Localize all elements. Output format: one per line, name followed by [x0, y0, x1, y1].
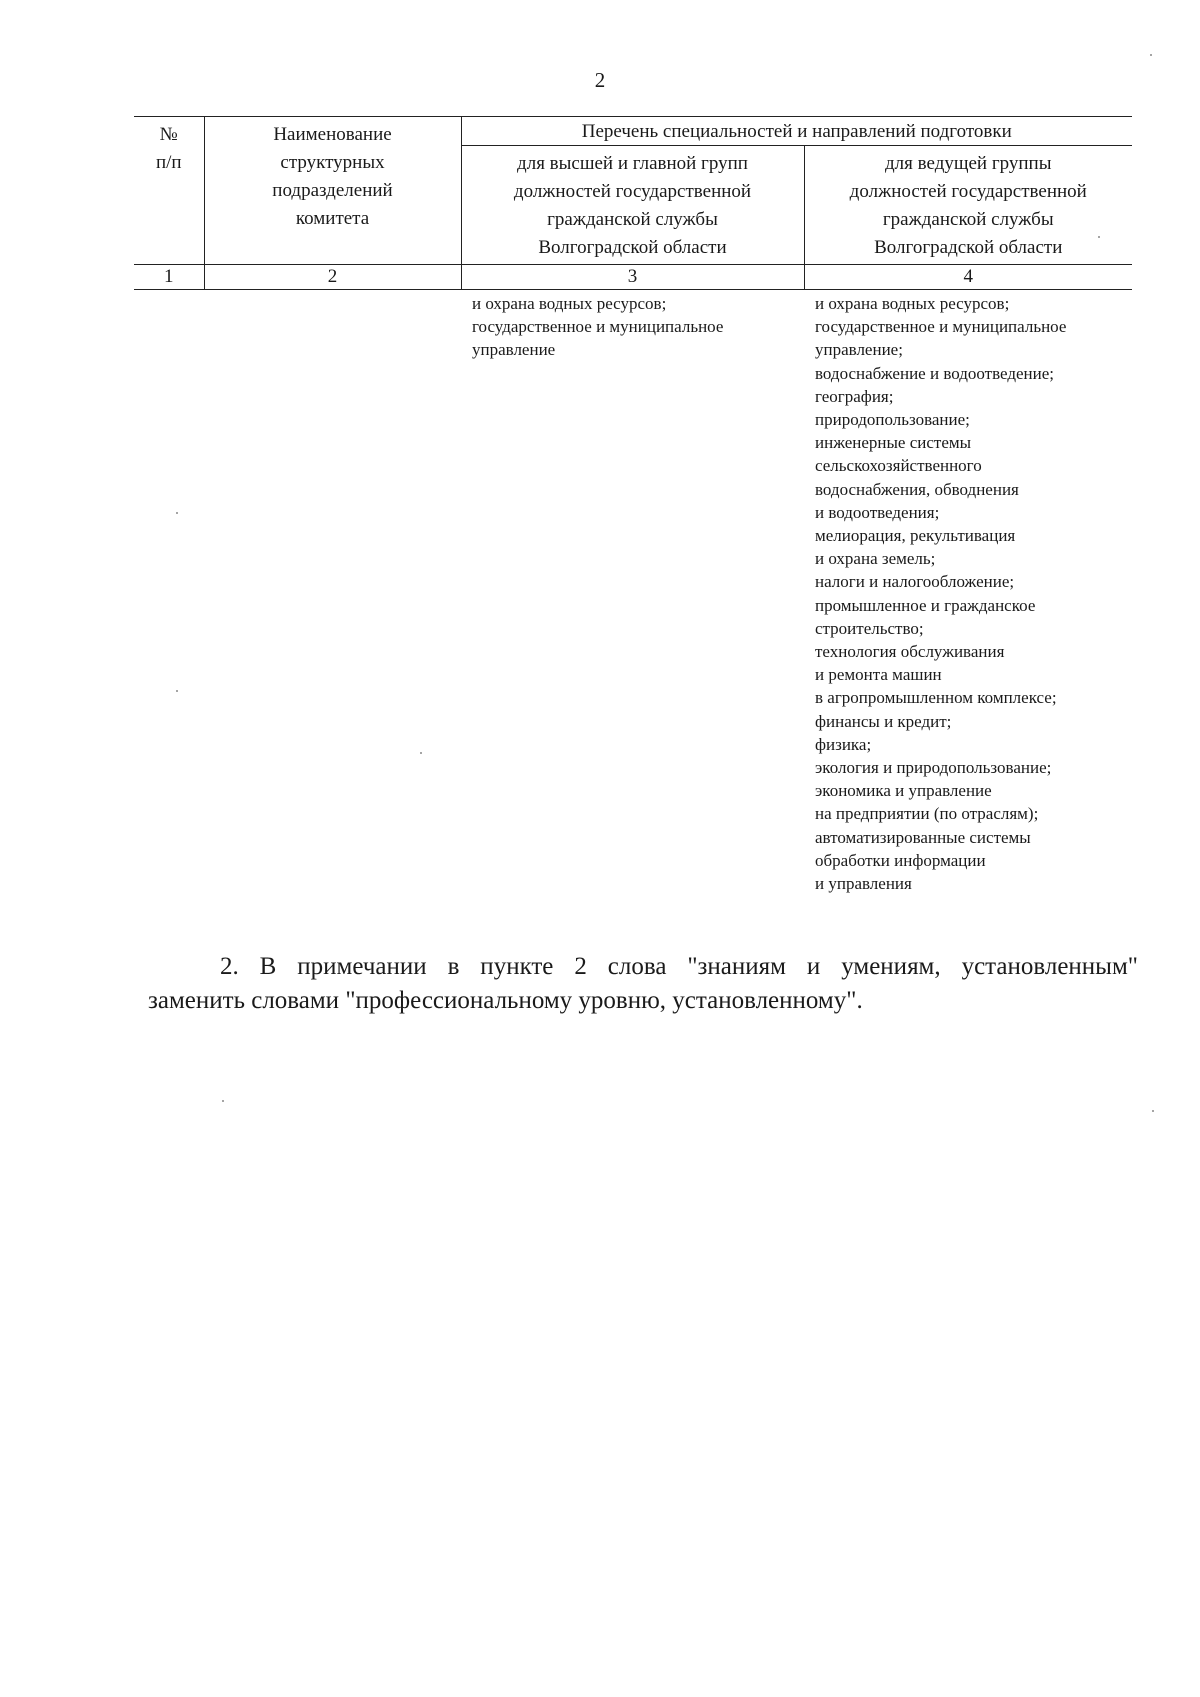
specialty-line: строительство; — [815, 618, 924, 638]
specialty-line: на предприятии (по отраслям); — [815, 804, 1039, 824]
specialty-line: и управления — [815, 874, 912, 894]
scan-speck — [420, 752, 422, 754]
header-line: для ведущей группы — [885, 153, 1052, 174]
specialties-table — [134, 116, 1132, 895]
specialty-line: и водоотведения; — [815, 502, 940, 522]
specialty-line: государственное и муниципальное — [815, 317, 1067, 337]
header-line: подразделений — [272, 180, 393, 201]
specialty-line: физика; — [815, 734, 872, 754]
header-line: № — [159, 124, 178, 145]
header-line: должностей государственной — [849, 181, 1087, 202]
scan-speck — [1150, 54, 1152, 56]
scan-speck — [222, 1100, 224, 1102]
specialty-line: сельскохозяйственного — [815, 456, 982, 476]
scan-speck — [176, 690, 178, 692]
specialty-line: мелиорация, рекультивация — [815, 526, 1016, 546]
header-senior-group — [461, 146, 804, 265]
header-unit-name — [204, 117, 461, 265]
specialty-line: и охрана водных ресурсов; — [472, 294, 667, 313]
header-line: Волгоградской области — [874, 237, 1063, 258]
specialty-line: экономика и управление — [815, 781, 992, 801]
specialty-line: география; — [815, 386, 894, 406]
header-specialties-group: Перечень специальностей и направлений подготовки — [461, 117, 1132, 146]
scan-speck — [176, 512, 178, 514]
header-line: комитета — [295, 208, 370, 229]
row-senior-specialties — [461, 290, 804, 896]
specialty-line: инженерные системы — [815, 433, 972, 453]
row-number-cell — [134, 290, 204, 896]
header-line: должностей государственной — [513, 181, 752, 202]
specialty-line: экология и природопользование; — [815, 758, 1052, 778]
header-line: для высшей и главной групп — [517, 153, 748, 174]
header-leading-group — [804, 146, 1132, 265]
specialty-line: водоснабжения, обводнения — [815, 479, 1019, 499]
header-line: Волгоградской области — [538, 237, 727, 258]
specialty-line: и охрана водных ресурсов; — [815, 294, 1010, 313]
scan-speck — [1098, 236, 1100, 238]
header-line: п/п — [155, 152, 182, 173]
specialty-line: в агропромышленном комплексе; — [815, 688, 1057, 708]
specialty-line: технология обслуживания — [815, 642, 1005, 662]
specialty-line: промышленное и гражданское — [815, 595, 1036, 615]
column-index: 2 — [204, 265, 461, 290]
row-unit-cell — [204, 290, 461, 896]
column-index: 1 — [134, 265, 204, 290]
header-line: гражданской службы — [882, 209, 1054, 230]
specialty-line: автоматизированные системы — [815, 827, 1031, 847]
specialty-line: природопользование; — [815, 410, 970, 430]
specialty-line: и ремонта машин — [815, 665, 942, 685]
amendment-line: заменить словами "профессиональному уровню, установленному". — [148, 987, 863, 1014]
specialty-line: финансы и кредит; — [815, 711, 952, 731]
specialty-line: налоги и налогообложение; — [815, 572, 1015, 592]
row-leading-specialties — [804, 290, 1132, 896]
specialty-line: обработки информации — [815, 850, 986, 870]
specialty-line: государственное и муниципальное — [472, 317, 724, 337]
header-number — [134, 117, 204, 265]
page-number: 2 — [594, 68, 606, 92]
specialty-line: водоснабжение и водоотведение; — [815, 363, 1054, 383]
specialty-line: и охрана земель; — [815, 549, 936, 569]
column-index: 4 — [804, 265, 1132, 290]
column-index: 3 — [461, 265, 804, 290]
specialty-line: управление; — [815, 340, 903, 360]
specialty-line: управление — [472, 340, 556, 360]
scan-speck — [1152, 1110, 1154, 1112]
amendment-paragraph — [148, 950, 1138, 1018]
header-line: Наименование — [273, 124, 392, 145]
amendment-line: 2. В примечании в пункте 2 слова "знаниям и умениям, установленным" — [220, 953, 1138, 980]
header-line: гражданской службы — [547, 209, 718, 230]
header-line: структурных — [280, 152, 385, 173]
